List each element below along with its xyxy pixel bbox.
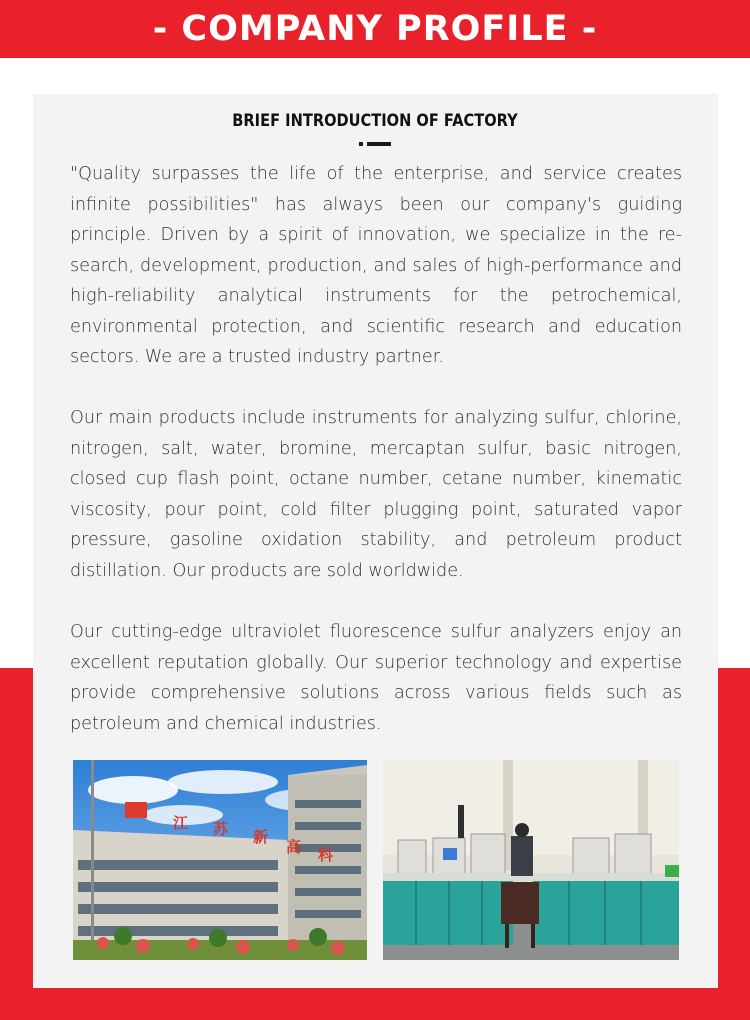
sign-char-1: 江 xyxy=(173,814,189,832)
sign-char-3: 新 xyxy=(253,828,269,846)
laboratory-photo xyxy=(383,760,679,960)
heading-underline xyxy=(359,142,391,146)
sign-char-2: 苏 xyxy=(213,820,229,838)
top-banner xyxy=(0,0,750,58)
section-heading: BRIEF INTRODUCTION OF FACTORY xyxy=(232,111,518,131)
paragraph-main-products: Our main products include instruments for analyzing sulfur, chlorine, nitrogen, salt, water, bromine, mercaptan sulfur, basic nitrogen, closed cup flash point, octane number, cetane number, kinematic viscosity, pour point, cold filter plugging point, saturated vapor pressure, gasoline oxidation stability, and petroleum product distillation. Our products are sold worldwide. xyxy=(70,408,682,581)
factory-building-photo xyxy=(73,760,367,960)
underline-dot xyxy=(359,142,363,146)
paragraph-guiding-principle: "Quality surpasses the life of the enterprise, and service creates infinite possibilities" has always been our company's guiding principle. Driven by a spirit of innovation, we specialize in the research, development, production, and sales of high-performance and high-reliability analytical instruments for the petrochemical, environmental protection, and scientific research and education sectors. We are a trusted industry partner. xyxy=(70,164,682,367)
banner-title: - COMPANY PROFILE - xyxy=(152,9,598,49)
sign-char-4: 高 xyxy=(286,838,302,856)
underline-bar xyxy=(367,142,391,146)
sign-char-5: 科 xyxy=(318,846,334,864)
paragraph-sulfur-analyzers: Our cutting-edge ultraviolet fluorescence sulfur analyzers enjoy an excellent reputation globally. Our superior technology and expertise provide comprehensive solutions across various fields such as petroleum and chemical industries. xyxy=(70,622,682,734)
